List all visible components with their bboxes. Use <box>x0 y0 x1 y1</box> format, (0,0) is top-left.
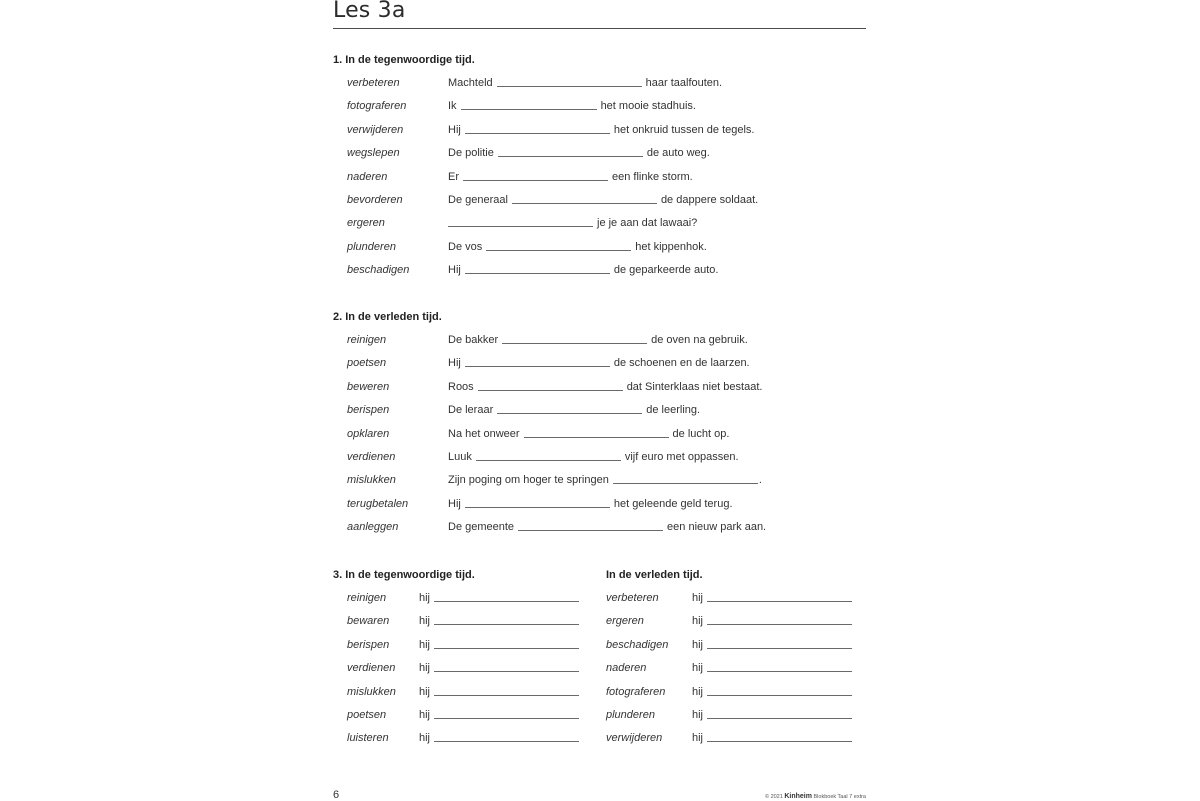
pronoun: hij <box>692 638 704 651</box>
answer-blank[interactable] <box>707 671 852 672</box>
answer-blank[interactable] <box>707 624 852 625</box>
verb-label: beschadigen <box>347 264 410 277</box>
sentence-start: Zijn poging om hoger te springen <box>448 474 609 487</box>
sentence-start: De politie <box>448 147 494 160</box>
sentence <box>448 428 729 440</box>
sentence-start: De vos <box>448 240 483 253</box>
verb-label: verbeteren <box>347 77 400 89</box>
answer-blank[interactable] <box>707 718 852 719</box>
pronoun: hij <box>692 615 704 628</box>
answer-blank[interactable] <box>497 413 642 414</box>
sentence-start: De generaal <box>448 194 508 206</box>
sentence-start: Luuk <box>448 451 472 463</box>
sentence-start: Hij <box>448 497 461 510</box>
conjugation <box>419 615 583 627</box>
verb-label: verbeteren <box>606 592 659 604</box>
pronoun: hij <box>692 662 704 675</box>
verb-label: berispen <box>347 404 390 417</box>
verb-label: bewaren <box>347 615 390 628</box>
answer-blank[interactable] <box>434 741 579 742</box>
verb-label: aanleggen <box>347 521 399 534</box>
answer-blank[interactable] <box>613 483 758 484</box>
sentence-end: haar taalfouten. <box>645 77 723 89</box>
pronoun: hij <box>692 709 704 721</box>
sentence <box>448 521 766 533</box>
page-title: Les 3a <box>333 0 406 23</box>
answer-blank[interactable] <box>434 695 579 696</box>
answer-blank[interactable] <box>465 507 610 508</box>
answer-blank[interactable] <box>463 180 608 181</box>
answer-blank[interactable] <box>497 86 642 87</box>
verb-label: luisteren <box>347 732 389 745</box>
conjugation <box>419 639 583 651</box>
sentence-start: Hij <box>448 264 461 277</box>
sentence <box>448 357 750 369</box>
pronoun: hij <box>692 592 704 604</box>
answer-blank[interactable] <box>524 437 669 438</box>
answer-blank[interactable] <box>512 203 657 204</box>
verb-label: mislukken <box>347 685 396 698</box>
sentence-end: de geparkeerde auto. <box>613 264 719 277</box>
exercise-1-heading: 1. In de tegenwoordige tijd. <box>333 54 475 66</box>
verb-label: naderen <box>606 662 647 675</box>
sentence-start: Hij <box>448 123 461 136</box>
sentence <box>448 100 696 112</box>
sentence-end: de leerling. <box>646 404 701 417</box>
sentence-end: de oven na gebruik. <box>651 334 748 346</box>
sentence <box>448 241 707 253</box>
verb-label: opklaren <box>347 427 390 440</box>
answer-blank[interactable] <box>448 226 593 227</box>
sentence <box>448 147 710 159</box>
conjugation <box>419 592 583 604</box>
sentence-end: het onkruid tussen de tegels. <box>613 123 755 136</box>
sentence <box>448 334 748 346</box>
sentence-end: een flinke storm. <box>612 170 693 183</box>
answer-blank[interactable] <box>707 648 852 649</box>
conjugation <box>419 709 583 721</box>
sentence <box>448 124 755 136</box>
verb-label: fotograferen <box>347 100 407 113</box>
sentence <box>448 77 722 89</box>
conjugation <box>692 732 856 744</box>
sentence-end: de lucht op. <box>672 427 730 440</box>
pronoun: hij <box>419 685 431 698</box>
conjugation <box>692 709 856 721</box>
sentence-start: Ik <box>448 100 457 113</box>
conjugation <box>692 639 856 651</box>
conjugation <box>692 662 856 674</box>
sentence <box>448 474 762 486</box>
answer-blank[interactable] <box>478 390 623 391</box>
answer-blank[interactable] <box>707 741 852 742</box>
sentence-end: . <box>758 474 762 487</box>
sentence-start: De leraar <box>448 404 494 417</box>
conjugation <box>692 686 856 698</box>
conjugation <box>692 615 856 627</box>
conjugation <box>419 732 583 744</box>
sentence-end: dat Sinterklaas niet bestaat. <box>626 380 763 393</box>
answer-blank[interactable] <box>434 624 579 625</box>
sentence <box>448 381 762 393</box>
verb-label: bevorderen <box>347 194 403 206</box>
answer-blank[interactable] <box>476 460 621 461</box>
verb-label: plunderen <box>347 240 396 253</box>
answer-blank[interactable] <box>486 250 631 251</box>
verb-label: poetsen <box>347 709 387 721</box>
sentence-end: het geleende geld terug. <box>613 497 733 510</box>
pronoun: hij <box>692 685 704 698</box>
verb-label: verdienen <box>347 451 396 463</box>
sentence <box>448 171 693 183</box>
sentence-start: De gemeente <box>448 521 515 534</box>
sentence-end: de auto weg. <box>646 147 710 160</box>
verb-label: mislukken <box>347 474 396 487</box>
sentence-end: een nieuw park aan. <box>667 521 767 534</box>
answer-blank[interactable] <box>465 133 610 134</box>
answer-blank[interactable] <box>434 718 579 719</box>
answer-blank[interactable] <box>465 273 610 274</box>
sentence-end: de schoenen en de laarzen. <box>613 357 750 370</box>
publisher-name: Kinheim <box>784 793 812 800</box>
sentence <box>448 404 700 416</box>
exercise-3-heading: 3. In de tegenwoordige tijd. <box>333 569 475 581</box>
verb-label: beweren <box>347 380 390 393</box>
pronoun: hij <box>419 662 431 675</box>
verb-label: poetsen <box>347 357 387 370</box>
sentence-start: Roos <box>448 380 474 393</box>
sentence <box>448 217 697 229</box>
pronoun: hij <box>692 732 704 745</box>
pronoun: hij <box>419 592 431 604</box>
answer-blank[interactable] <box>465 366 610 367</box>
verb-label: reinigen <box>347 592 387 604</box>
answer-blank[interactable] <box>707 695 852 696</box>
answer-blank[interactable] <box>434 601 579 602</box>
sentence-start: Hij <box>448 357 461 370</box>
worksheet-page <box>333 0 866 800</box>
answer-blank[interactable] <box>502 343 647 344</box>
conjugation <box>419 662 583 674</box>
verb-label: verwijderen <box>347 123 404 136</box>
sentence-start: De bakker <box>448 334 499 346</box>
copyright-line <box>765 793 866 800</box>
verb-label: fotograferen <box>606 685 666 698</box>
exercise-2-heading: 2. In de verleden tijd. <box>333 311 442 323</box>
answer-blank[interactable] <box>461 109 597 110</box>
verb-label: naderen <box>347 170 388 183</box>
page-number: 6 <box>333 789 340 801</box>
book-title: Blokboek Taal 7 extra <box>813 794 866 800</box>
verb-label: verdienen <box>347 662 396 675</box>
answer-blank[interactable] <box>518 530 663 531</box>
conjugation <box>419 686 583 698</box>
verb-label: reinigen <box>347 334 387 346</box>
verb-label: ergeren <box>347 217 385 230</box>
answer-blank[interactable] <box>434 671 579 672</box>
title-divider <box>333 28 866 29</box>
verb-label: beschadigen <box>606 638 669 651</box>
verb-label: wegslepen <box>347 147 400 160</box>
sentence <box>448 451 739 463</box>
conjugation <box>692 592 856 604</box>
sentence-end: het kippenhok. <box>635 240 707 253</box>
sentence-end: het mooie stadhuis. <box>600 100 696 113</box>
pronoun: hij <box>419 709 431 721</box>
verb-label: berispen <box>347 638 390 651</box>
answer-blank[interactable] <box>434 648 579 649</box>
sentence-end: je je aan dat lawaai? <box>597 217 698 230</box>
answer-blank[interactable] <box>498 156 643 157</box>
answer-blank[interactable] <box>707 601 852 602</box>
verb-label: ergeren <box>606 615 644 628</box>
exercise-3-right-heading: In de verleden tijd. <box>606 569 703 581</box>
verb-label: verwijderen <box>606 732 663 745</box>
sentence <box>448 498 733 510</box>
sentence-end: de dappere soldaat. <box>660 194 759 206</box>
sentence <box>448 194 758 206</box>
verb-label: plunderen <box>606 709 655 721</box>
sentence-start: Na het onweer <box>448 427 520 440</box>
copyright-year: © 2021 <box>764 794 783 800</box>
sentence <box>448 264 718 276</box>
sentence-end: vijf euro met oppassen. <box>624 451 739 463</box>
pronoun: hij <box>419 732 431 745</box>
sentence-start: Er <box>448 170 459 183</box>
sentence-start: Machteld <box>448 77 493 89</box>
pronoun: hij <box>419 638 431 651</box>
pronoun: hij <box>419 615 431 628</box>
verb-label: terugbetalen <box>347 497 409 510</box>
